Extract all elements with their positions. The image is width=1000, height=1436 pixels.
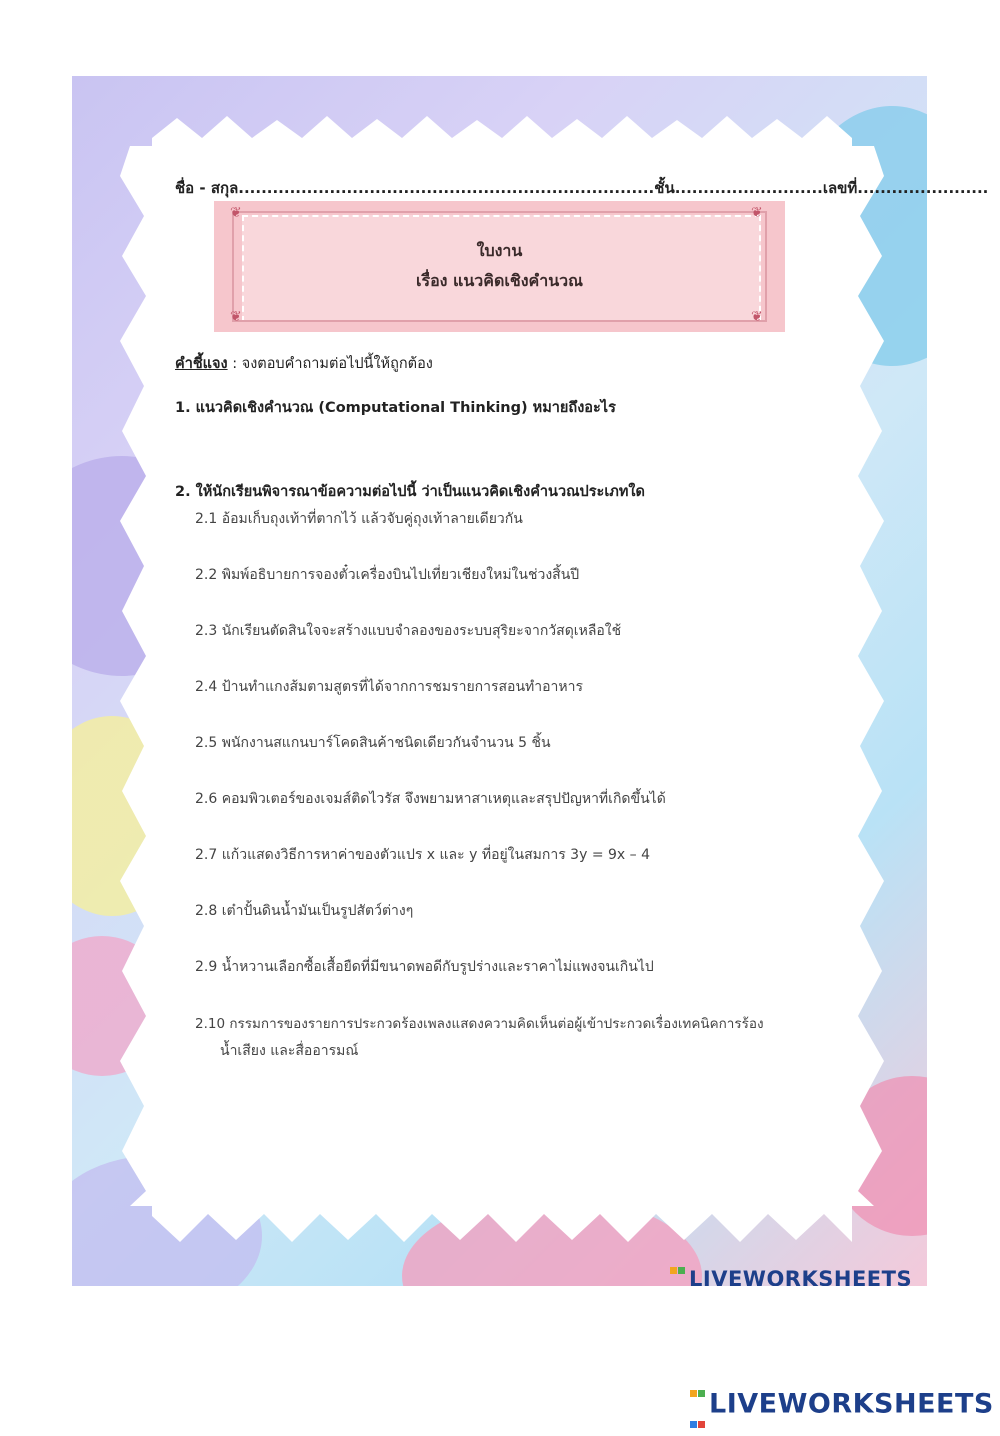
item-2-7: 2.7 แก้วแสดงวิธีการหาค่าของตัวแปร x และ y ที่อยู่ในสมการ 3y = 9x – 4 [195,847,650,863]
instruction-label: คำชี้แจง [175,356,228,372]
zigzag-border-right [850,146,884,1206]
name-class-number-line: ชื่อ - สกุล.........................................................................ชั้น..........................เลขที่....................... [175,179,989,197]
bow-icon: ❦ [751,205,763,221]
item-2-8: 2.8 เต๋าปั้นดินน้ำมันเป็นรูปสัตว์ต่างๆ [195,903,414,919]
title-banner [214,201,785,332]
footer-logo-text: LIVEWORKSHEETS [709,1388,994,1420]
zigzag-border-bottom [152,1204,852,1244]
banner-rule-bottom [232,320,767,322]
item-2-4: 2.4 ป้านทำแกงส้มตามสูตรที่ได้จากการชมรายการสอนทำอาหาร [195,679,583,695]
item-2-1: 2.1 อ้อมเก็บถุงเท้าที่ตากไว้ แล้วจับคู่ถุงเท้าลายเดียวกัน [195,511,523,527]
liveworksheets-footer-logo [690,1374,994,1436]
bow-icon: ❦ [230,205,242,221]
question-1: 1. แนวคิดเชิงคำนวณ (Computational Thinking) หมายถึงอะไร [175,400,616,416]
zigzag-border-left [120,146,154,1206]
item-2-2: 2.2 พิมพ์อธิบายการจองตั๋วเครื่องบินไปเที่ยวเชียงใหม่ในช่วงสิ้นปี [195,567,580,583]
worksheet-subject: เรื่อง แนวคิดเชิงคำนวณ [416,271,583,290]
item-2-5: 2.5 พนักงานสแกนบาร์โคดสินค้าชนิดเดียวกันจำนวน 5 ชิ้น [195,735,551,751]
instruction [175,352,433,375]
liveworksheets-watermark [670,1256,912,1286]
zigzag-border-top [152,116,852,148]
question-2: 2. ให้นักเรียนพิจารณาข้อความต่อไปนี้ ว่าเป็นแนวคิดเชิงคำนวณประเภทใด [175,484,645,500]
banner-rule-top [232,211,767,213]
item-2-10: 2.10 กรรมการของรายการประกวดร้องเพลงแสดงความคิดเห็นต่อผู้เข้าประกวดเรื่องเทคนิคการร้อง [195,1016,764,1032]
item-2-3: 2.3 นักเรียนตัดสินใจจะสร้างแบบจำลองของระบบสุริยะจากวัสดุเหลือใช้ [195,623,622,639]
bow-icon: ❦ [230,309,242,325]
liveworksheets-logo-icon [670,1256,686,1286]
item-2-6: 2.6 คอมพิวเตอร์ของเจมส์ติดไวรัส จึงพยามหาสาเหตุและสรุปปัญหาที่เกิดขึ้นได้ [195,791,666,807]
watermark-text: LIVEWORKSHEETS [689,1267,913,1286]
worksheet-title: ใบงาน [476,241,523,260]
item-2-9: 2.9 น้ำหวานเลือกซื้อเสื้อยืดที่มีขนาดพอดีกับรูปร่างและราคาไม่แพงจนเกินไป [195,959,654,975]
item-2-10-continued: น้ำเสียง และสื่ออารมณ์ [220,1043,359,1059]
liveworksheets-logo-icon [690,1374,706,1436]
instruction-text: : จงตอบคำถามต่อไปนี้ให้ถูกต้อง [227,356,433,372]
bow-icon: ❦ [751,309,763,325]
banner-rule-right [765,211,767,320]
banner-rule-left [232,211,234,320]
